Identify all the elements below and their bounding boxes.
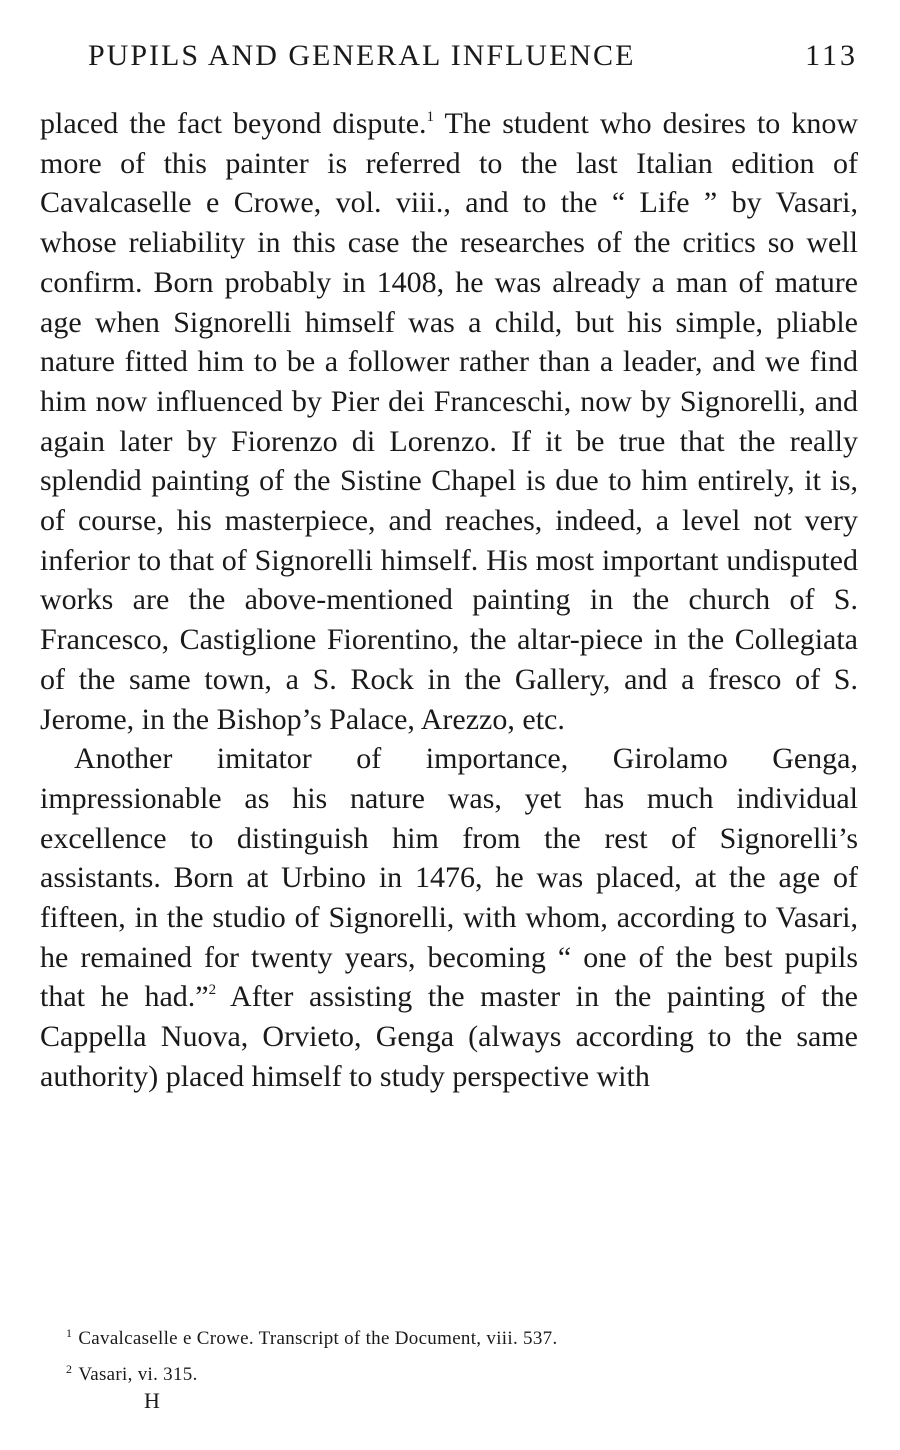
paragraph-2 — [40, 739, 858, 1096]
footnote-text: Vasari, vi. 315. — [78, 1364, 198, 1385]
signature-mark: H — [144, 1388, 160, 1413]
paragraph-1 — [40, 104, 858, 739]
paragraph-2-text-a: Another imitator of importance, Girolamo Genga, impressionable as his nature was, yet has much individual excellence to distinguish him from the rest of Signorelli’s assistants. Born at Urbino in 1476, he was placed, at the age of fifteen, in the studio of Signorelli, with whom, according to Vasari, he remained for twenty years, becoming “ one of the best pupils that he had.” — [40, 742, 858, 1014]
body-text — [40, 104, 858, 1097]
footnote-1 — [66, 1318, 558, 1354]
footnote-text: Cavalcaselle e Crowe. Transcript of the Document, viii. 537. — [78, 1328, 558, 1349]
footnote-marker: 2 — [66, 1362, 73, 1376]
running-header — [88, 36, 858, 76]
paragraph-1-text-a: placed the fact beyond dispute. — [40, 107, 427, 140]
footnote-marker: 1 — [66, 1326, 73, 1340]
paragraph-1-text-b: The student who desires to know more of this painter is referred to the last Italian edition of Cavalcaselle e Crowe, vol. viii., and to the “ Life ” by Vasari, whose reliability in this case the researches of the critics so well confirm. Born probably in 1408, he was already a man of mature age when Signorelli himself was a child, but his simple, pliable nature fitted him to be a follower rather than a leader, and we find him now influenced by Pier dei Franceschi, now by Signorelli, and again later by Fiorenzo di Lorenzo. If it be true that the really splendid painting of the Sistine Chapel is due to him entirely, it is, of course, his masterpiece, and reaches, indeed, a level not very inferior to that of Signorelli himself. His most important undisputed works are the above-mentioned painting in the church of S. Francesco, Castiglione Fiorentino, the altar-piece in the Collegiata of the same town, a S. Rock in the Gallery, and a fresco of S. Jerome, in the Bishop’s Palace, Arezzo, etc. — [40, 107, 858, 736]
footnote-reference-1: 1 — [426, 109, 435, 125]
running-title: PUPILS AND GENERAL INFLUENCE — [88, 39, 636, 72]
footnote-reference-2: 2 — [208, 982, 217, 999]
paragraph-2-text-b: After assisting the master in the painting of the Cappella Nuova, Orvieto, Genga (always according to the same authority) placed himself to study perspective with — [40, 980, 858, 1093]
footnotes — [66, 1318, 558, 1390]
page-number: 113 — [805, 39, 858, 72]
footnote-2 — [66, 1354, 558, 1390]
